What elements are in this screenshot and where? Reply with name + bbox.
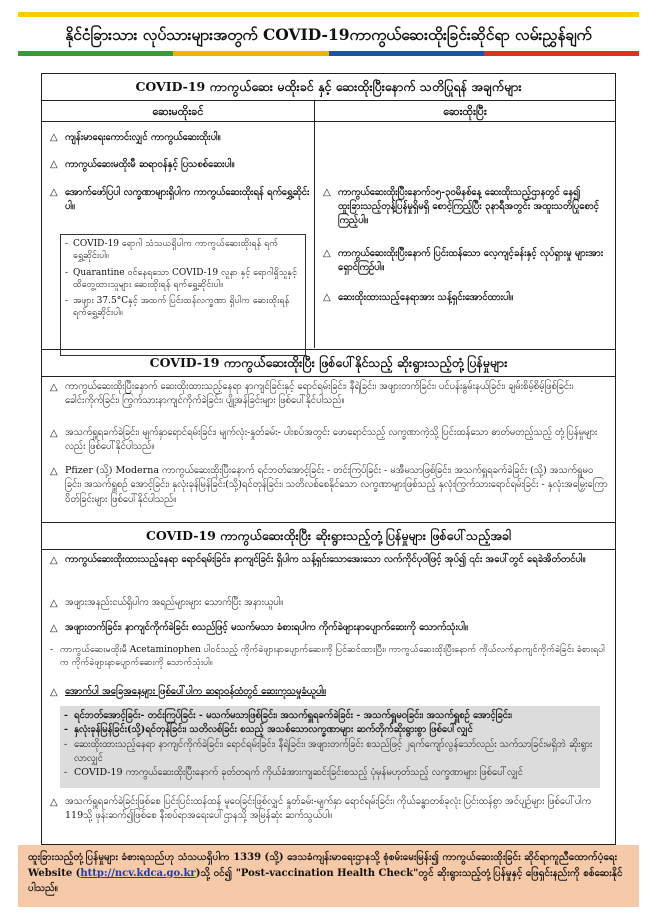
action-paragraph: △ အဖျားတက်ခြင်း၊ နာကျင်ကိုက်ခဲခြင်း စသည်ဖြင့် မသက်မသာ ခံစားရပါက ကိုက်ခဲဖျားနာပျောက်ဆေးကို သောက်သုံးပါ။ (48, 621, 609, 635)
stripe-segment (329, 12, 484, 17)
after-item: △ ဆေးထိုးထားသည့်နေရာအား သန့်ရှင်းအောင်ထားပါ။ (321, 291, 606, 305)
before-item: △ အောက်ဖော်ပြပါ လက္ခဏာများရှိပါက ကာကွယ်ဆေးထိုးရန် ရက်ရွှေ့ဆိုင်းပါ။ (48, 186, 310, 214)
before-column (42, 101, 315, 348)
after-item: △ ကာကွယ်ဆေးထိုးပြီးနောက်၁၅-၃၀မိနစ်နေ့ ဆေးထိုးသည့်ဌာနတွင် နေ၍ ထူးခြားသည့်တုန့်ပြန်မှုရှိမရှိ စောင့်ကြည့်ပြီး ၃နာရီအတွင်း အထူးသတိပြုစောင့်ကြည့်ပါ။ (321, 186, 606, 227)
after-item: △ ကာကွယ်ဆေးထိုးပြီးနောက် ပြင်းထန်သော လေ့ကျင့်ခန်းနှင့် လုပ်ရှားမှု များအား ရှောင်ကြဉ်ပါ။ (321, 247, 606, 275)
warning-line: - နှလုံးခုန်မြန်ခြင်း(သို့)ရင်တုန်ခြင်း၊ သတိလစ်ခြင်း စသည့် အသစ်သောလက္ခဏာများ ဆက်တိုက်ဆိုးရွားစွာ ဖြစ်ပေါ်လျှင် (64, 723, 596, 737)
warning-line: - COVID-19 ကာကွယ်ဆေးထိုးပြီးနောက် ခုတ်တရက် ကိုယ်ခံအားကျဆင်းခြင်းစသည့် ပုံမှန်မဟုတ်သည့် လက္ခဏာများ ဖြစ်ပေါ်လျှင် (64, 766, 596, 780)
after-column-header: ဆေးထိုးပြီး (315, 101, 615, 122)
condition-item: - COVID-19 ရောဂါ သံသယရှိပါက ကာကွယ်ဆေးထိုးရန် ရက်ရွှေ့ဆိုင်းပါ။ (65, 238, 301, 262)
section-title: COVID-19 ကာကွယ်ဆေးထိုးပြီး ဖြစ်ပေါ်နိုင်သည့် ဆိုးရွားသည့်တုံ့ပြန်မှုများ (42, 350, 615, 377)
see-doctor-heading: △ အောက်ပါ အခြေအနေများ ဖြစ်ပေါ်ပါက ဆရာဝန်ထံတွင် ဆေးကုသမှုခံယူပါ။ (48, 685, 609, 699)
warning-line: - ရင်ဘတ်အောင့်ခြင်း- တင်းကြပ်ခြင်း - မသက်မသာဖြစ်ခြင်း၊ အသက်ရှူရခက်ခဲခြင်း - အသက်ရှူမဝခြင်း၊ အသက်ရှူစဉ် အောင့်ခြင်း၊ (64, 709, 596, 723)
after-column (315, 101, 615, 348)
warning-line: - ဆေးထိုးထားသည့်နေရာ နာကျင်ကိုက်ခဲခြင်း၊ ရောင်ရမ်းခြင်း၊ နီရဲခြင်း၊ အဖျားတက်ခြင်း စသည်ဖြင့် ၂ရက်ကျော်လွန်သော်လည်း သက်သာခြင်းမရှိဘဲ ဆိုးရွားလာလျှင် (64, 738, 596, 767)
footer-text: )သို့ ဝင်၍ "Post-vaccination Health Check"တွင် ဆိုးရွားသည့်တုံ့ပြန်မှုနှင့် ဖြေရှင်းနည်းကို စစ်ဆေးနိုင်ပါသည်။ (28, 867, 623, 894)
before-after-table (41, 73, 616, 350)
stripe-segment (484, 12, 639, 17)
stripe-segment (173, 12, 328, 17)
section-title: COVID-19 ကာကွယ်ဆေး မထိုးခင် နှင့် ဆေးထိုးပြီးနောက် သတိပြုရန် အချက်များ (42, 74, 615, 101)
top-color-stripe (18, 12, 639, 17)
before-item: △ ကာကွယ်ဆေးမထိုးမီ ဆရာဝန်နှင့် ပြသစစ်ဆေးပါ။ (48, 158, 310, 172)
stripe-segment-yellow (173, 51, 328, 56)
stripe-segment-blue (329, 51, 484, 56)
condition-item: - အဖျား 37.5°Cနှင့် အထက် ပြင်းထန်လက္ခဏာ ရှိပါက ဆေးထိုးရန် ရက်ရွှေ့ဆိုင်းပါ။ (65, 295, 301, 319)
warning-conditions-box (60, 706, 600, 788)
action-paragraph: △ အဖျားအနည်းငယ်ရှိပါက အရည်များများ သောက်ပြီး အနားယူပါ။ (48, 596, 609, 610)
side-effects-section (41, 350, 616, 523)
before-column-header: ဆေးမထိုးခင် (42, 101, 314, 122)
website-link[interactable]: http://ncv.kdca.go.kr (80, 867, 196, 879)
bottom-color-stripe (18, 51, 639, 56)
footer-text: ထူးခြားသည့်တုံ့ပြန်မှုများ ခံစားရသည်ဟု သံသယရှိပါက 1339 (သို့) ဒေသခံကျန်းမာရေးဌာနသို့ စုံစမ်းမေးမြန်း၍ ကာကွယ်ဆေးထိုးခြင်း ဆိုင်ရာကူညီထောက်ပံ့ရေး Website ( (28, 852, 618, 879)
section-title: COVID-19 ကာကွယ်ဆေးထိုးပြီး ဆိုးရွားသည့်တုံ့ပြန်မှုများ ဖြစ်ပေါ်သည့်အခါ (42, 523, 615, 550)
postpone-conditions-box (60, 234, 306, 356)
stripe-segment-red (484, 51, 639, 56)
when-side-effects-section (41, 523, 616, 845)
action-paragraph: △ ကာကွယ်ဆေးထိုးထားသည့်နေရာ ရောင်ရမ်းခြင်း၊ နာကျင်ခြင်း ရှိပါက သန့်ရှင်းသောအေးသော လက်ကိုင်ပုဝါဖြင့် အုပ်၍ ၎င်း အပေါ်တွင် ရေခဲအိတ်တင်ပါ။ (48, 553, 609, 567)
action-subnote: - ကာကွယ်ဆေးမထိုးမီ Acetaminophen ပါဝင်သည့် ကိုက်ခဲဖျားနာပျောက်ဆေးကို ပြင်ဆင်ထားပြီး၊ ကာကွယ်ဆေးထိုးပြီးနောက် ကိုယ်လက်နာကျင်ကိုက်ခဲခြင်း ခံစားရပါက ကိုက်ခဲဖျားနာပျောက်ဆေးကို သောက်သုံးပါ။ (48, 644, 609, 670)
footer-notice (18, 845, 639, 907)
before-item: △ ကျန်းမာရေးကောင်းလျှင် ကာကွယ်ဆေးထိုးပါ။ (48, 131, 310, 145)
condition-item: - Quarantine ဝင်နေရသော COVID-19 လူနာ နှင့် ရောဂါရှိသူနှင့်ထိတွေ့ထားသူများ ဆေးထိုးရန် ရက်ရွှေ့ဆိုင်းပါ။ (65, 267, 301, 291)
stripe-segment-green (18, 51, 173, 56)
side-effect-paragraph: △ အသက်ရှူရခက်ခဲခြင်း၊ မျက်နှာရောင်ရမ်းခြင်း၊ မျက်လုံး-နှုတ်ခမ်း- ပါးစပ်အတွင်း ဖောရောင်သည့် လက္ခဏာကဲ့သို့ ပြင်းထန်သော ဓာတ်မတည့်သည့် တုံ့ပြန်မှုများလည်း ဖြစ်ပေါ်နိုင်ပါသည်။ (48, 426, 609, 455)
emergency-paragraph: △ အသက်ရှူရခက်ခဲခြင်းဖြစ်စေ ပြင်းပြင်းထန်ထန် မူဝေခြင်းဖြစ်လျှင် နှုတ်ခမ်း-မျက်နှာ ရောင်ရမ်းခြင်း၊ ကိုယ်ခန္ဓာတစ်ခုလုံး ပြင်းထန်စွာ အင်ပျဉ်များ ဖြစ်ပေါ်ပါက 119သို့ ဖုန်းဆက်၍ဖြစ်စေ နီးစပ်ရာအရေးပေါ်ဌာနသို့ အမြန်ဆုံး ဆက်သွယ်ပါ။ (48, 795, 609, 824)
page-title: နိုင်ငံခြားသား လုပ်သားများအတွက် COVID-19ကာကွယ်ဆေးထိုးခြင်းဆိုင်ရာ လမ်းညွှန်ချက် (65, 25, 592, 44)
side-effect-paragraph: △ ကာကွယ်ဆေးထိုးပြီးနောက် ဆေးထိုးထားသည့်နေရာ နာကျင်ခြင်းနှင့် ရောင်ရမ်းခြင်း၊ နီရဲခြင်း၊ အဖျားတက်ခြင်း၊ ပင်ပန်းနွမ်းနယ်ခြင်း၊ ချမ်းစိမ့်စိမ့်ဖြစ်ခြင်း၊ ခေါင်းကိုက်ခြင်း၊ ကြွက်သားနာကျင်ကိုက်ခဲခြင်း၊ ပျို့အန်ခြင်းများ ဖြစ်ပေါ်နိုင်ပါသည်။ (48, 380, 609, 409)
side-effect-paragraph: △ Pfizer (သို့) Moderna ကာကွယ်ဆေးထိုးပြီးနောက် ရင်ဘတ်အောင့်ခြင်း - တင်းကြပ်ခြင်း - မအီမသာဖြစ်ခြင်း၊ အသက်ရှူရခက်ခဲခြင်း (သို့) အသက်ရှူမဝခြင်း၊ အသက်ရှူစဉ် အောင့်ခြင်း၊ နှလုံးခုန်မြန်ခြင်း(သို့)ရင်တုန်ခြင်း၊ သတိလစ်စေနိုင်သော လက္ခဏာများဖြစ်သည့် နှလုံးကြွက်သားရောင်ရမ်းခြင်း - နှလုံးအမြှေးကြောဝိတ်ခြင်းများ ဖြစ်ပေါ်နိုင်ပါသည်။ (48, 464, 609, 507)
stripe-segment (18, 12, 173, 17)
